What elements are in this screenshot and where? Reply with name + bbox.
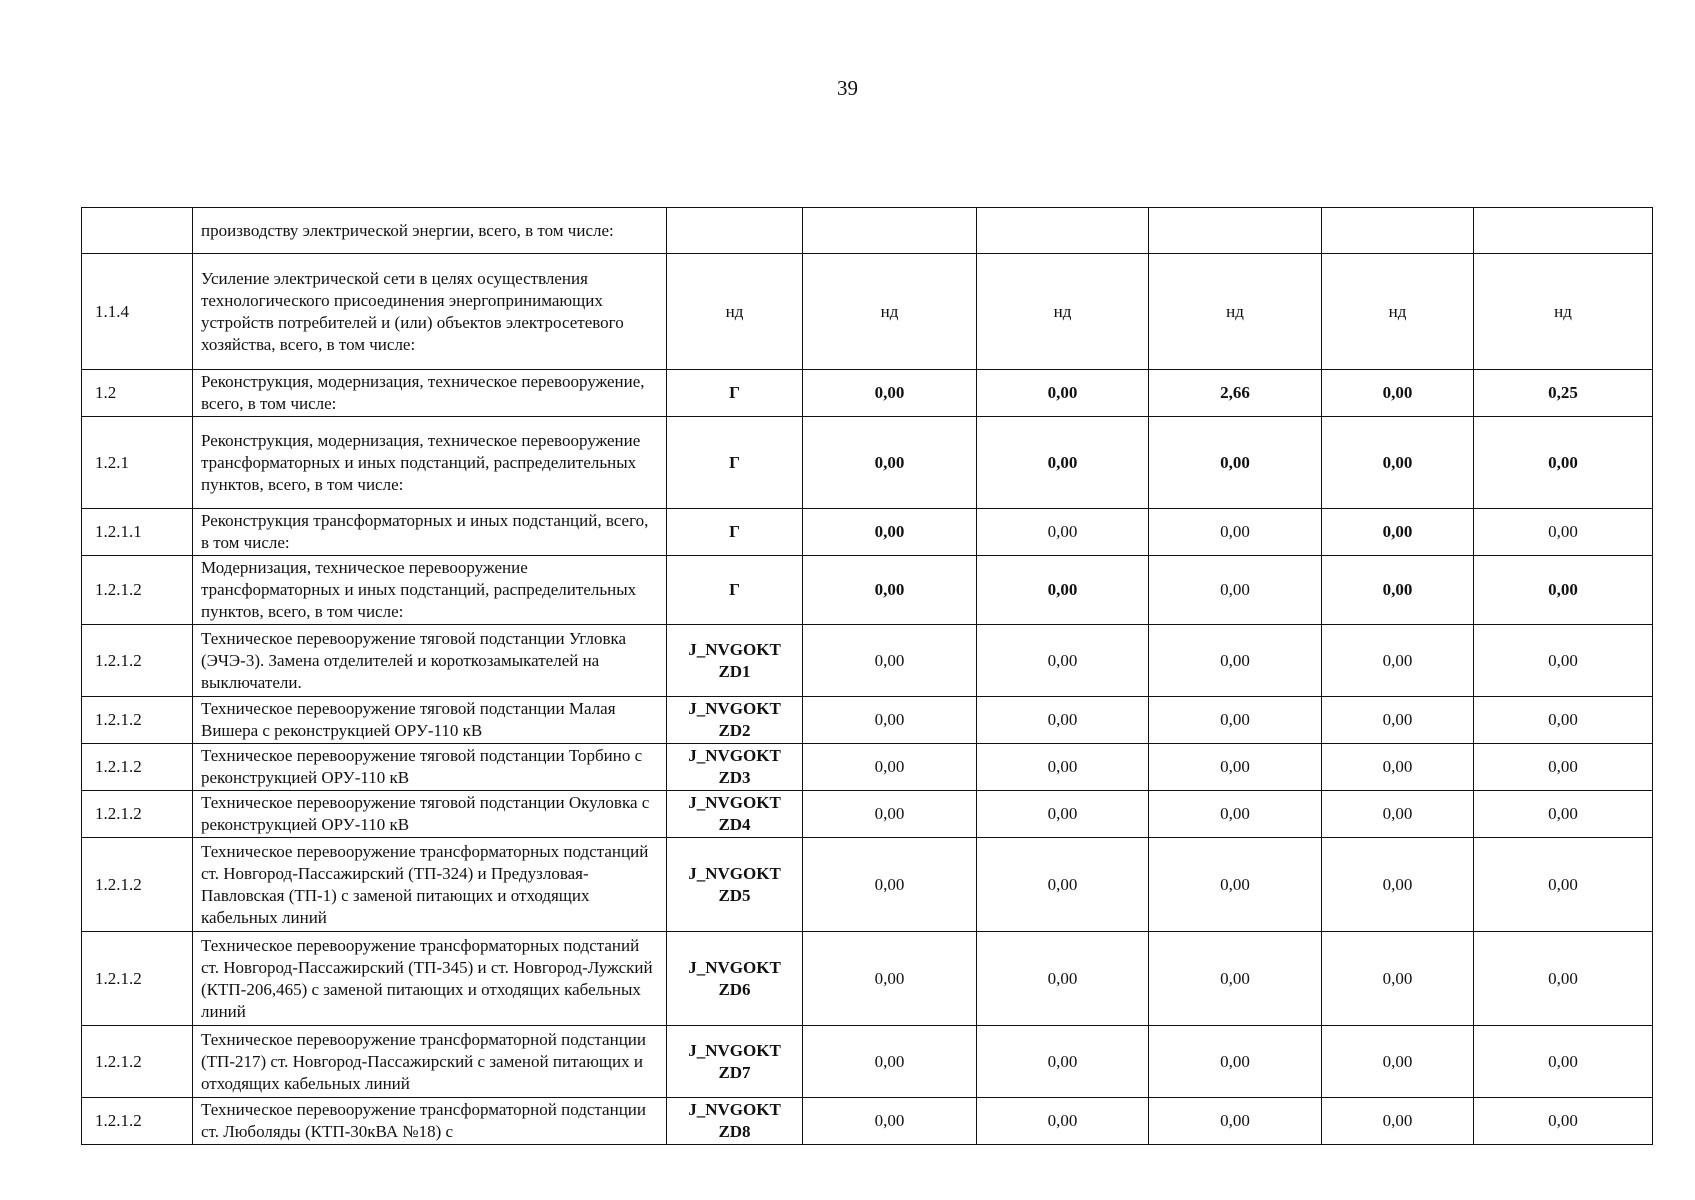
row-value-cell: 0,00 — [803, 1026, 977, 1098]
row-value-cell: 0,00 — [803, 1098, 977, 1145]
row-value-cell: 0,00 — [1149, 838, 1322, 932]
row-number-cell: 1.2.1.2 — [82, 838, 193, 932]
row-value-cell — [803, 208, 977, 254]
investment-table — [81, 207, 1653, 1145]
table-row — [82, 838, 1653, 932]
row-value-cell: 0,00 — [1322, 744, 1474, 791]
row-value-cell: 0,00 — [1322, 838, 1474, 932]
row-value-cell: 0,00 — [803, 744, 977, 791]
row-code-cell: J_NVGOKT ZD2 — [667, 697, 803, 744]
row-value-cell: 0,00 — [1322, 932, 1474, 1026]
row-number-cell: 1.2.1.2 — [82, 932, 193, 1026]
row-value-cell: 0,00 — [1474, 697, 1653, 744]
row-value-cell: 0,00 — [977, 370, 1149, 417]
row-code-cell: J_NVGOKT ZD3 — [667, 744, 803, 791]
row-description-cell: Реконструкция трансформаторных и иных подстанций, всего, в том числе: — [193, 509, 667, 556]
row-value-cell: 0,00 — [1322, 791, 1474, 838]
table-row — [82, 932, 1653, 1026]
row-value-cell — [1149, 208, 1322, 254]
row-number-cell: 1.2.1.2 — [82, 556, 193, 625]
row-value-cell: 0,00 — [1149, 932, 1322, 1026]
row-value-cell: 0,00 — [1149, 625, 1322, 697]
row-value-cell: 0,00 — [1474, 509, 1653, 556]
row-value-cell: 0,00 — [1149, 744, 1322, 791]
row-number-cell: 1.1.4 — [82, 254, 193, 370]
row-value-cell: 2,66 — [1149, 370, 1322, 417]
row-value-cell: 0,00 — [1474, 1026, 1653, 1098]
row-value-cell: 0,00 — [1474, 1098, 1653, 1145]
row-value-cell: 0,00 — [977, 838, 1149, 932]
row-value-cell: 0,00 — [1149, 1098, 1322, 1145]
row-value-cell: 0,00 — [977, 625, 1149, 697]
row-number-cell — [82, 208, 193, 254]
row-value-cell: 0,00 — [1322, 1026, 1474, 1098]
row-value-cell: 0,00 — [1149, 697, 1322, 744]
row-number-cell: 1.2.1.2 — [82, 791, 193, 838]
row-value-cell: 0,00 — [1149, 509, 1322, 556]
row-number-cell: 1.2.1.2 — [82, 1026, 193, 1098]
row-value-cell: 0,00 — [1474, 791, 1653, 838]
row-value-cell: нд — [803, 254, 977, 370]
row-code-cell: Г — [667, 509, 803, 556]
row-value-cell: 0,00 — [1322, 370, 1474, 417]
row-value-cell: 0,00 — [977, 556, 1149, 625]
table-row — [82, 370, 1653, 417]
row-code-cell: J_NVGOKT ZD8 — [667, 1098, 803, 1145]
row-value-cell: 0,00 — [1474, 744, 1653, 791]
table-row — [82, 254, 1653, 370]
row-value-cell: нд — [977, 254, 1149, 370]
table-row — [82, 208, 1653, 254]
row-description-cell: Техническое перевооружение тяговой подстанции Торбино с реконструкцией ОРУ-110 кВ — [193, 744, 667, 791]
row-value-cell: 0,00 — [803, 791, 977, 838]
row-number-cell: 1.2.1.1 — [82, 509, 193, 556]
row-value-cell: 0,00 — [1322, 509, 1474, 556]
row-description-cell: производству электрической энергии, всего, в том числе: — [193, 208, 667, 254]
row-description-cell: Техническое перевооружение тяговой подстанции Малая Вишера с реконструкцией ОРУ-110 кВ — [193, 697, 667, 744]
row-value-cell: 0,00 — [977, 697, 1149, 744]
row-value-cell: 0,00 — [1474, 932, 1653, 1026]
row-value-cell: 0,00 — [977, 417, 1149, 509]
row-value-cell — [977, 208, 1149, 254]
table-row — [82, 509, 1653, 556]
row-value-cell: 0,00 — [803, 417, 977, 509]
row-value-cell: 0,00 — [803, 697, 977, 744]
row-value-cell: 0,00 — [977, 744, 1149, 791]
row-value-cell: 0,00 — [1322, 1098, 1474, 1145]
row-description-cell: Реконструкция, модернизация, техническое перевооружение, всего, в том числе: — [193, 370, 667, 417]
row-code-cell: Г — [667, 417, 803, 509]
row-value-cell: 0,00 — [1474, 838, 1653, 932]
row-code-cell — [667, 208, 803, 254]
row-value-cell: 0,00 — [977, 509, 1149, 556]
row-value-cell: 0,00 — [803, 370, 977, 417]
row-value-cell: 0,00 — [803, 509, 977, 556]
row-code-cell: Г — [667, 370, 803, 417]
row-value-cell — [1322, 208, 1474, 254]
row-description-cell: Усиление электрической сети в целях осуществления технологического присоединения энергопринимающих устройств потребителей и (или) объектов электросетевого хозяйства, всего, в том числе: — [193, 254, 667, 370]
row-value-cell: 0,00 — [977, 932, 1149, 1026]
row-code-cell: J_NVGOKT ZD5 — [667, 838, 803, 932]
row-description-cell: Модернизация, техническое перевооружение трансформаторных и иных подстанций, распределительных пунктов, всего, в том числе: — [193, 556, 667, 625]
table-row — [82, 1098, 1653, 1145]
table-row — [82, 1026, 1653, 1098]
row-description-cell: Реконструкция, модернизация, техническое перевооружение трансформаторных и иных подстанций, распределительных пунктов, всего, в том числе: — [193, 417, 667, 509]
page-number: 39 — [837, 76, 858, 100]
table-row — [82, 744, 1653, 791]
table-row — [82, 697, 1653, 744]
row-description-cell: Техническое перевооружение тяговой подстанции Окуловка с реконструкцией ОРУ-110 кВ — [193, 791, 667, 838]
row-value-cell: 0,00 — [977, 1098, 1149, 1145]
row-value-cell: нд — [1474, 254, 1653, 370]
row-value-cell: нд — [1149, 254, 1322, 370]
row-number-cell: 1.2.1.2 — [82, 1098, 193, 1145]
table-row — [82, 625, 1653, 697]
row-value-cell — [1474, 208, 1653, 254]
row-value-cell: 0,25 — [1474, 370, 1653, 417]
row-description-cell: Техническое перевооружение тяговой подстанции Угловка (ЭЧЭ-3). Замена отделителей и короткозамыкателей на выключатели. — [193, 625, 667, 697]
row-number-cell: 1.2.1.2 — [82, 625, 193, 697]
row-value-cell: нд — [1322, 254, 1474, 370]
table-row — [82, 417, 1653, 509]
row-value-cell: 0,00 — [1474, 625, 1653, 697]
row-code-cell: Г — [667, 556, 803, 625]
row-number-cell: 1.2.1.2 — [82, 744, 193, 791]
row-description-cell: Техническое перевооружение трансформаторных подстанций ст. Новгород-Пассажирский (ТП-324) и Предузловая-Павловская (ТП-1) с заменой питающих и отходящих кабельных линий — [193, 838, 667, 932]
table-row — [82, 791, 1653, 838]
table-row — [82, 556, 1653, 625]
row-code-cell: J_NVGOKT ZD1 — [667, 625, 803, 697]
row-description-cell: Техническое перевооружение трансформаторной подстанции ст. Люболяды (КТП-30кВА №18) с — [193, 1098, 667, 1145]
row-value-cell: 0,00 — [803, 932, 977, 1026]
row-value-cell: 0,00 — [1149, 1026, 1322, 1098]
row-value-cell: 0,00 — [977, 1026, 1149, 1098]
row-value-cell: 0,00 — [1474, 417, 1653, 509]
row-value-cell: 0,00 — [1149, 556, 1322, 625]
row-value-cell: 0,00 — [1322, 697, 1474, 744]
row-value-cell: 0,00 — [977, 791, 1149, 838]
row-code-cell: J_NVGOKT ZD4 — [667, 791, 803, 838]
row-number-cell: 1.2.1 — [82, 417, 193, 509]
row-value-cell: 0,00 — [1149, 417, 1322, 509]
row-value-cell: 0,00 — [1322, 417, 1474, 509]
row-value-cell: 0,00 — [1474, 556, 1653, 625]
row-value-cell: 0,00 — [803, 838, 977, 932]
row-description-cell: Техническое перевооружение трансформаторной подстанции (ТП-217) ст. Новгород-Пассажирский с заменой питающих и отходящих кабельных линий — [193, 1026, 667, 1098]
row-value-cell: 0,00 — [1149, 791, 1322, 838]
row-value-cell: 0,00 — [1322, 625, 1474, 697]
row-number-cell: 1.2.1.2 — [82, 697, 193, 744]
row-value-cell: 0,00 — [803, 556, 977, 625]
row-description-cell: Техническое перевооружение трансформаторных подстаний ст. Новгород-Пассажирский (ТП-345) и ст. Новгород-Лужский (КТП-206,465) с заменой питающих и отходящих кабельных линий — [193, 932, 667, 1026]
row-value-cell: 0,00 — [1322, 556, 1474, 625]
row-value-cell: 0,00 — [803, 625, 977, 697]
row-number-cell: 1.2 — [82, 370, 193, 417]
row-code-cell: J_NVGOKT ZD7 — [667, 1026, 803, 1098]
row-code-cell: нд — [667, 254, 803, 370]
row-code-cell: J_NVGOKT ZD6 — [667, 932, 803, 1026]
